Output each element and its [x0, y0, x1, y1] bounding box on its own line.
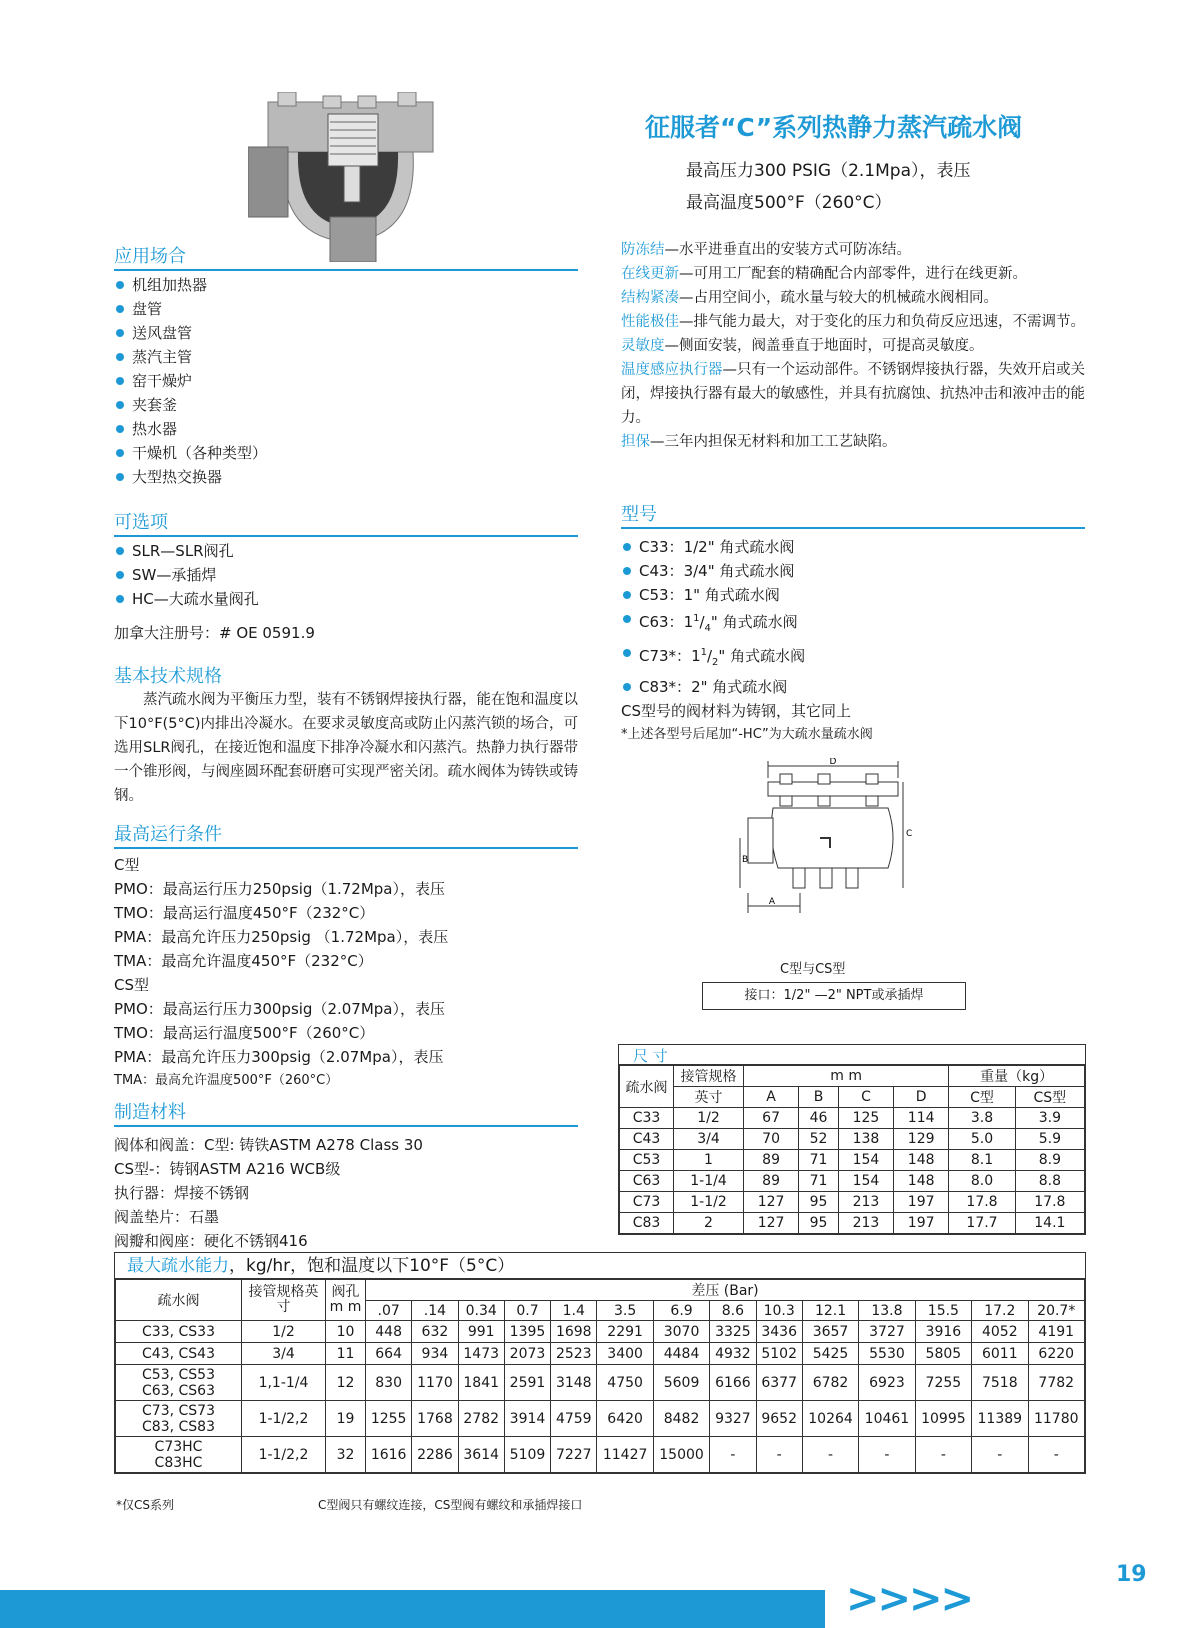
list-item: 机组加热器 [114, 273, 578, 297]
models-title: 型号 [621, 500, 1085, 529]
condition-line: CS型 [114, 976, 149, 994]
table-row [116, 1437, 1085, 1473]
condition-line: TMA：最高允许温度450°F（232°C） [114, 952, 373, 970]
capacity-cell: 2286 [412, 1437, 458, 1473]
material-line: 阀瓣和阀座：硬化不锈钢416 [114, 1232, 308, 1250]
table-row [116, 1321, 1085, 1343]
max-temperature: 最高温度500°F（260°C） [686, 193, 892, 213]
table-cell: 5.0 [949, 1129, 1015, 1150]
capacity-cell: - [802, 1437, 858, 1473]
table-cell: 1 [674, 1150, 744, 1171]
pressure-header: 0.34 [458, 1301, 504, 1321]
condition-line: C型 [114, 856, 140, 874]
capacity-cell: 3400 [597, 1343, 653, 1365]
specs-section [114, 662, 578, 808]
diagram-caption: C型与CS型 [780, 962, 846, 977]
dimension-diagram [738, 758, 918, 958]
valve-cell [116, 1437, 242, 1473]
table-cell: 8.0 [949, 1171, 1015, 1192]
capacity-cell: 2523 [551, 1343, 597, 1365]
models-section [621, 500, 1085, 742]
pressure-header: 12.1 [802, 1301, 858, 1321]
registration-number: 加拿大注册号：# OE 0591.9 [114, 624, 315, 642]
table-cell: 114 [894, 1108, 949, 1129]
footer-slant [780, 1590, 825, 1628]
capacity-cell: 5530 [859, 1343, 915, 1365]
capacity-cell: 1255 [366, 1401, 412, 1437]
list-item: 热水器 [114, 417, 578, 441]
table-cell: 89 [744, 1150, 799, 1171]
valve-model: C83, CS83 [142, 1418, 215, 1435]
specs-text: 蒸汽疏水阀为平衡压力型，装有不锈钢焊接执行器，能在饱和温度以下10°F(5°C)内排出冷凝水。在要求灵敏度高或防止闪蒸汽锁的场合，可选用SLR阀孔，在接近饱和温度下排净冷凝水和闪蒸汽。热静力执行器带一个锥形阀，与阀座圆环配套研磨可实现严密关闭。疏水阀体为铸铁或铸钢。 [114, 692, 578, 804]
feature-item: 担保—三年内担保无材料和加工工艺缺陷。 [621, 434, 897, 450]
options-title: 可选项 [114, 508, 578, 537]
table-cell: 95 [799, 1192, 839, 1213]
table-cell: 1/2 [674, 1108, 744, 1129]
table-cell: 1-1/4 [674, 1171, 744, 1192]
feature-item: 性能极佳—排气能力最大，对于变化的压力和负荷反应迅速，不需调节。 [621, 314, 1085, 330]
col-header: B [799, 1087, 839, 1108]
condition-line: TMA：最高允许温度500°F（260°C） [114, 1073, 339, 1088]
col-header: 阀孔m m [326, 1280, 366, 1321]
table-cell: 127 [744, 1213, 799, 1234]
condition-line: PMA：最高允许压力250psig （1.72Mpa），表压 [114, 928, 449, 946]
table-cell: C73 [620, 1192, 674, 1213]
pipe-cell: 3/4 [242, 1343, 326, 1365]
valve-cell [116, 1321, 242, 1343]
material-line: 执行器：焊接不锈钢 [114, 1184, 250, 1202]
table-cell: 8.9 [1015, 1150, 1084, 1171]
table-cell: 154 [838, 1171, 893, 1192]
model-item: C83*：2" 角式疏水阀 [621, 675, 1085, 699]
capacity-cell: 2591 [504, 1365, 550, 1401]
material-line: 阀盖垫片：石墨 [114, 1208, 220, 1226]
pressure-header: 6.9 [653, 1301, 709, 1321]
orifice-cell: 32 [326, 1437, 366, 1473]
capacity-cell: 6011 [972, 1343, 1028, 1365]
capacity-cell: 6782 [802, 1365, 858, 1401]
features-section [621, 238, 1085, 454]
list-item: 大型热交换器 [114, 465, 578, 489]
materials-section [114, 1098, 578, 1253]
capacity-cell: 10264 [802, 1401, 858, 1437]
dimensions-title: 尺 寸 [619, 1045, 1085, 1065]
condition-line: TMO：最高运行温度500°F（260°C） [114, 1024, 375, 1042]
valve-model: C73HC [154, 1438, 203, 1455]
capacity-cell: 11427 [597, 1437, 653, 1473]
capacity-cell: 5102 [756, 1343, 802, 1365]
table-cell: C43 [620, 1129, 674, 1150]
capacity-cell: 7782 [1028, 1365, 1085, 1401]
capacity-cell: 664 [366, 1343, 412, 1365]
product-image [248, 92, 448, 262]
capacity-cell: 1473 [458, 1343, 504, 1365]
list-item: 干燥机（各种类型） [114, 441, 578, 465]
table-cell: 5.9 [1015, 1129, 1084, 1150]
col-header: C型 [949, 1087, 1015, 1108]
table-cell: 95 [799, 1213, 839, 1234]
col-header: D [894, 1087, 949, 1108]
feature-item: 防冻结—水平进垂直出的安装方式可防冻结。 [621, 242, 911, 258]
table-row [620, 1150, 1085, 1171]
capacity-cell: 1395 [504, 1321, 550, 1343]
capacity-cell: 6220 [1028, 1343, 1085, 1365]
table-cell: 14.1 [1015, 1213, 1084, 1234]
capacity-cell: 448 [366, 1321, 412, 1343]
capacity-cell: 5805 [915, 1343, 971, 1365]
capacity-cell: 7255 [915, 1365, 971, 1401]
capacity-cell: 4052 [972, 1321, 1028, 1343]
table-row [620, 1129, 1085, 1150]
valve-cell [116, 1365, 242, 1401]
capacity-cell: 9652 [756, 1401, 802, 1437]
valve-model: C43, CS43 [142, 1345, 215, 1362]
connection-box: 接口：1/2" —2" NPT或承插焊 [702, 982, 966, 1010]
list-item: 夹套釜 [114, 393, 578, 417]
valve-model: C63, CS63 [142, 1382, 215, 1399]
list-item: 窑干燥炉 [114, 369, 578, 393]
capacity-cell: 1698 [551, 1321, 597, 1343]
pipe-cell: 1,1-1/4 [242, 1365, 326, 1401]
valve-model: C53, CS53 [142, 1366, 215, 1383]
capacity-cell: 3914 [504, 1401, 550, 1437]
capacity-cell: 6923 [859, 1365, 915, 1401]
models-footnote: *上述各型号后尾加“-HC”为大疏水量疏水阀 [621, 727, 873, 742]
valve-cell [116, 1343, 242, 1365]
capacity-cell: 1616 [366, 1437, 412, 1473]
list-item: SW—承插焊 [114, 563, 578, 587]
pressure-header: 3.5 [597, 1301, 653, 1321]
capacity-cell: 3727 [859, 1321, 915, 1343]
capacity-cell: 3148 [551, 1365, 597, 1401]
capacity-cell: 3916 [915, 1321, 971, 1343]
applications-title: 应用场合 [114, 242, 578, 271]
capacity-cell: 4750 [597, 1365, 653, 1401]
capacity-cell: 4484 [653, 1343, 709, 1365]
condition-line: PMA：最高允许压力300psig（2.07Mpa），表压 [114, 1048, 444, 1066]
table-cell: 3.8 [949, 1108, 1015, 1129]
valve-model: C83HC [154, 1454, 203, 1471]
table-cell: 17.8 [1015, 1192, 1084, 1213]
table-cell: 125 [838, 1108, 893, 1129]
capacity-cell: - [859, 1437, 915, 1473]
pipe-cell: 1-1/2,2 [242, 1437, 326, 1473]
capacity-cell: 3436 [756, 1321, 802, 1343]
capacity-cell: - [1028, 1437, 1085, 1473]
capacity-cell: 15000 [653, 1437, 709, 1473]
feature-item: 灵敏度—侧面安装，阀盖垂直于地面时，可提高灵敏度。 [621, 338, 984, 354]
pressure-header: 0.7 [504, 1301, 550, 1321]
col-header: 疏水阀 [116, 1280, 242, 1321]
table-row [116, 1365, 1085, 1401]
capacity-cell: 3070 [653, 1321, 709, 1343]
pressure-header: 20.7* [1028, 1301, 1085, 1321]
capacity-cell: 9327 [710, 1401, 756, 1437]
condition-line: PMO：最高运行压力250psig（1.72Mpa），表压 [114, 880, 446, 898]
table-row [620, 1171, 1085, 1192]
options-section [114, 508, 578, 645]
col-header: 重量（kg） [949, 1066, 1085, 1087]
col-header: 接管规格英寸 [242, 1280, 326, 1321]
capacity-cell: 991 [458, 1321, 504, 1343]
list-item: SLR—SLR阀孔 [114, 539, 578, 563]
pressure-header: 13.8 [859, 1301, 915, 1321]
table-row [620, 1213, 1085, 1234]
pressure-header: 10.3 [756, 1301, 802, 1321]
capacity-cell: 10461 [859, 1401, 915, 1437]
capacity-cell: 10995 [915, 1401, 971, 1437]
table-row [620, 1192, 1085, 1213]
table-cell: 213 [838, 1192, 893, 1213]
table-row [116, 1401, 1085, 1437]
table-cell: 213 [838, 1213, 893, 1234]
capacity-cell: 8482 [653, 1401, 709, 1437]
capacity-cell: 5109 [504, 1437, 550, 1473]
list-item: 蒸汽主管 [114, 345, 578, 369]
table-cell: 70 [744, 1129, 799, 1150]
specs-title: 基本技术规格 [114, 666, 222, 687]
list-item: 盘管 [114, 297, 578, 321]
table-cell: 3.9 [1015, 1108, 1084, 1129]
table-cell: 17.8 [949, 1192, 1015, 1213]
capacity-cell: 2073 [504, 1343, 550, 1365]
condition-line: TMO：最高运行温度450°F（232°C） [114, 904, 375, 922]
table-cell: 197 [894, 1213, 949, 1234]
conditions-section [114, 820, 578, 1093]
capacity-cell: - [915, 1437, 971, 1473]
capacity-cell: 6377 [756, 1365, 802, 1401]
table-cell: 71 [799, 1171, 839, 1192]
col-header: C [838, 1087, 893, 1108]
capacity-cell: 2782 [458, 1401, 504, 1437]
table-cell: 71 [799, 1150, 839, 1171]
capacity-cell: - [972, 1437, 1028, 1473]
capacity-cell: 2291 [597, 1321, 653, 1343]
table-cell: 8.1 [949, 1150, 1015, 1171]
capacity-cell: 6420 [597, 1401, 653, 1437]
material-line: 阀体和阀盖：C型: 铸铁ASTM A278 Class 30 [114, 1136, 423, 1154]
capacity-cell: 6166 [710, 1365, 756, 1401]
table-cell: 154 [838, 1150, 893, 1171]
capacity-footnote-connection: C型阀只有螺纹连接，CS型阀有螺纹和承插焊接口 [318, 1498, 583, 1512]
feature-item: 温度感应执行器—只有一个运动部件。不锈钢焊接执行器，失效开启或关闭，焊接执行器有最大的敏感性，并具有抗腐蚀、抗热冲击和液冲击的能力。 [621, 362, 1085, 426]
conditions-title: 最高运行条件 [114, 820, 578, 849]
table-row [620, 1108, 1085, 1129]
capacity-cell: 3657 [802, 1321, 858, 1343]
table-cell: 52 [799, 1129, 839, 1150]
capacity-title-row: 最大疏水能力，kg/hr，饱和温度以下10°F（5°C） [115, 1253, 1085, 1279]
capacity-cell: 4759 [551, 1401, 597, 1437]
list-item: 送风盘管 [114, 321, 578, 345]
capacity-table-wrap [114, 1252, 1086, 1474]
feature-item: 在线更新—可用工厂配套的精确配合内部零件，进行在线更新。 [621, 266, 1027, 282]
pressure-header: .07 [366, 1301, 412, 1321]
table-cell: 3/4 [674, 1129, 744, 1150]
capacity-cell: 11389 [972, 1401, 1028, 1437]
table-cell: 89 [744, 1171, 799, 1192]
model-item: C63：$1^1/_4$" 角式疏水阀 [621, 607, 1085, 641]
capacity-cell: 1841 [458, 1365, 504, 1401]
footer-arrows: >>>> [846, 1576, 973, 1622]
table-cell: 148 [894, 1171, 949, 1192]
table-cell: C53 [620, 1150, 674, 1171]
pressure-header: 8.6 [710, 1301, 756, 1321]
condition-line: PMO：最高运行压力300psig（2.07Mpa），表压 [114, 1000, 446, 1018]
col-header: 接管规格 [674, 1066, 744, 1087]
table-cell: 46 [799, 1108, 839, 1129]
capacity-cell: 7227 [551, 1437, 597, 1473]
dim-label-a: A [768, 897, 776, 907]
dim-label-b: B [742, 855, 749, 865]
capacity-cell: 5609 [653, 1365, 709, 1401]
applications-section [114, 242, 578, 489]
valve-model: C33, CS33 [142, 1323, 215, 1340]
valve-cell [116, 1401, 242, 1437]
table-cell: C83 [620, 1213, 674, 1234]
orifice-cell: 19 [326, 1401, 366, 1437]
page-title: 征服者“C”系列热静力蒸汽疏水阀 [645, 113, 1023, 142]
capacity-cell: 632 [412, 1321, 458, 1343]
capacity-footnote-cs: *仅CS系列 [116, 1498, 174, 1512]
capacity-cell: 4191 [1028, 1321, 1085, 1343]
dim-label-c: C [906, 829, 913, 839]
capacity-cell: 4932 [710, 1343, 756, 1365]
table-cell: 148 [894, 1150, 949, 1171]
capacity-cell: - [710, 1437, 756, 1473]
table-cell: C63 [620, 1171, 674, 1192]
model-item: C43：3/4" 角式疏水阀 [621, 559, 1085, 583]
model-item: C33：1/2" 角式疏水阀 [621, 535, 1085, 559]
model-item: C53：1" 角式疏水阀 [621, 583, 1085, 607]
pipe-cell: 1-1/2,2 [242, 1401, 326, 1437]
table-cell: 1-1/2 [674, 1192, 744, 1213]
page-number: 19 [1116, 1562, 1147, 1587]
table-cell: 138 [838, 1129, 893, 1150]
pressure-header: 1.4 [551, 1301, 597, 1321]
capacity-cell: 7518 [972, 1365, 1028, 1401]
pressure-header: .14 [412, 1301, 458, 1321]
dimensions-table [619, 1065, 1085, 1234]
capacity-cell: 934 [412, 1343, 458, 1365]
orifice-cell: 11 [326, 1343, 366, 1365]
col-header: 差压 (Bar) [366, 1280, 1085, 1301]
table-cell: 197 [894, 1192, 949, 1213]
pipe-cell: 1/2 [242, 1321, 326, 1343]
orifice-cell: 12 [326, 1365, 366, 1401]
list-item: HC—大疏水量阀孔 [114, 587, 578, 611]
materials-title: 制造材料 [114, 1098, 578, 1127]
capacity-cell: 1768 [412, 1401, 458, 1437]
table-row [116, 1343, 1085, 1365]
feature-item: 结构紧凑—占用空间小，疏水量与较大的机械疏水阀相同。 [621, 290, 998, 306]
model-item: C73*：$1^1/_2$" 角式疏水阀 [621, 641, 1085, 675]
models-note: CS型号的阀材料为铸钢，其它同上 [621, 702, 851, 720]
col-header: A [744, 1087, 799, 1108]
capacity-table [115, 1279, 1085, 1473]
col-header: 英寸 [674, 1087, 744, 1108]
dimensions-table-wrap [618, 1044, 1086, 1235]
capacity-cell: 5425 [802, 1343, 858, 1365]
table-cell: 127 [744, 1192, 799, 1213]
col-header: 疏水阀 [620, 1066, 674, 1108]
col-header: m m [744, 1066, 949, 1087]
table-cell: 2 [674, 1213, 744, 1234]
table-cell: 129 [894, 1129, 949, 1150]
capacity-cell: 1170 [412, 1365, 458, 1401]
capacity-cell: - [756, 1437, 802, 1473]
table-cell: 8.8 [1015, 1171, 1084, 1192]
col-header: CS型 [1015, 1087, 1084, 1108]
max-pressure: 最高压力300 PSIG（2.1Mpa），表压 [686, 161, 971, 181]
pressure-header: 17.2 [972, 1301, 1028, 1321]
footer-bar [0, 1590, 825, 1628]
orifice-cell: 10 [326, 1321, 366, 1343]
table-cell: 67 [744, 1108, 799, 1129]
table-cell: C33 [620, 1108, 674, 1129]
pressure-header: 15.5 [915, 1301, 971, 1321]
dim-label-d: D [829, 758, 837, 767]
capacity-cell: 3325 [710, 1321, 756, 1343]
capacity-cell: 11780 [1028, 1401, 1085, 1437]
valve-model: C73, CS73 [142, 1402, 215, 1419]
capacity-cell: 830 [366, 1365, 412, 1401]
table-cell: 17.7 [949, 1213, 1015, 1234]
capacity-cell: 3614 [458, 1437, 504, 1473]
material-line: CS型-：铸钢ASTM A216 WCB级 [114, 1160, 341, 1178]
